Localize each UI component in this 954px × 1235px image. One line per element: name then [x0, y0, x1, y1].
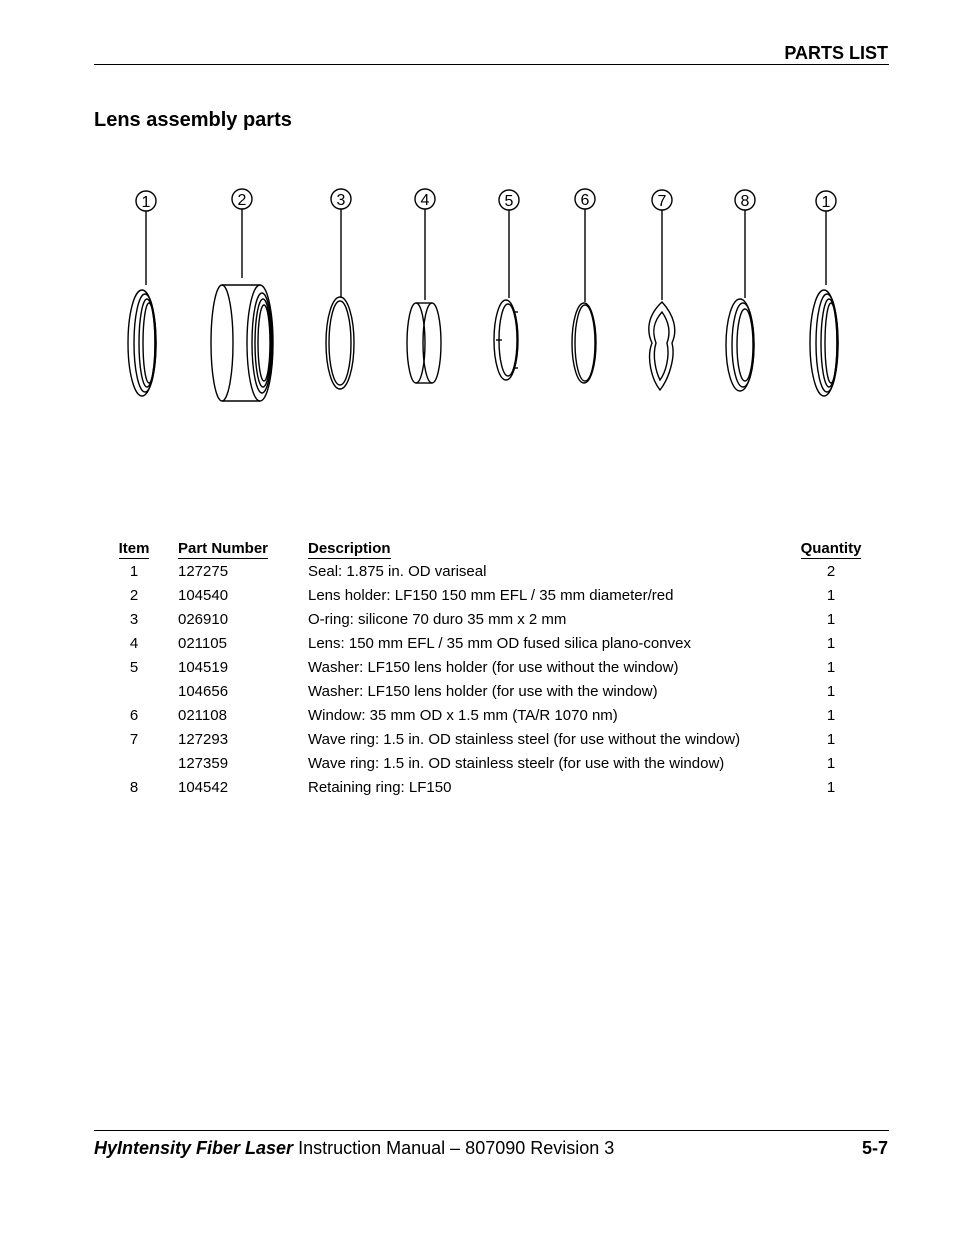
table-row — [110, 656, 870, 680]
cell-item: 3 — [129, 611, 139, 628]
washer-part — [494, 300, 518, 380]
cell-quantity: 1 — [826, 779, 836, 796]
callout-label: 3 — [336, 192, 346, 209]
seal-part-right — [810, 290, 838, 396]
col-header-quantity: Quantity — [800, 540, 862, 557]
callout-8 — [735, 190, 755, 298]
callout-1-right — [816, 191, 836, 285]
cell-description: Wave ring: 1.5 in. OD stainless steel (for use without the window) — [308, 731, 741, 748]
o-ring-part — [326, 297, 354, 389]
page-header-title: PARTS LIST — [784, 43, 888, 63]
callout-label: 1 — [141, 194, 151, 211]
col-header-part-number: Part Number — [178, 540, 269, 557]
cell-item: 6 — [129, 707, 139, 724]
cell-description: O-ring: silicone 70 duro 35 mm x 2 mm — [308, 611, 567, 628]
callout-label: 1 — [821, 194, 831, 211]
callout-7 — [652, 190, 672, 300]
footer-brand: HyIntensity Fiber Laser — [94, 1138, 294, 1158]
cell-part-number: 127275 — [178, 563, 229, 580]
cell-description: Seal: 1.875 in. OD variseal — [308, 563, 487, 580]
table-row — [110, 752, 870, 776]
cell-quantity: 1 — [826, 659, 836, 676]
cell-description: Lens holder: LF150 150 mm EFL / 35 mm diameter/red — [308, 587, 674, 604]
cell-quantity: 1 — [826, 707, 836, 724]
cell-item: 5 — [129, 659, 139, 676]
page-number: 5-7 — [861, 1138, 888, 1158]
cell-quantity: 1 — [826, 683, 836, 700]
lens-part — [407, 303, 441, 383]
callout-4 — [415, 189, 435, 300]
cell-part-number: 104519 — [178, 659, 229, 676]
table-row — [110, 560, 870, 584]
table-row — [110, 776, 870, 800]
cell-description: Wave ring: 1.5 in. OD stainless steelr (for use with the window) — [308, 755, 725, 772]
cell-description: Retaining ring: LF150 — [308, 779, 452, 796]
table-row — [110, 584, 870, 608]
cell-part-number: 104540 — [178, 587, 229, 604]
col-header-description: Description — [308, 540, 391, 557]
table-row — [110, 608, 870, 632]
header-divider — [94, 64, 889, 65]
callout-label: 7 — [657, 193, 667, 210]
cell-item: 1 — [129, 563, 139, 580]
cell-item — [110, 752, 158, 776]
cell-part-number: 021108 — [178, 707, 227, 724]
cell-part-number: 104656 — [178, 683, 229, 700]
col-header-item: Item — [118, 540, 150, 557]
callout-5 — [499, 190, 519, 298]
cell-part-number: 127293 — [178, 731, 229, 748]
cell-part-number: 026910 — [178, 611, 229, 628]
table-row — [110, 632, 870, 656]
table-row — [110, 728, 870, 752]
cell-quantity: 1 — [826, 611, 836, 628]
cell-item — [110, 680, 158, 704]
callout-label: 8 — [740, 193, 750, 210]
cell-quantity: 2 — [826, 563, 836, 580]
callout-label: 6 — [580, 192, 590, 209]
cell-item: 8 — [129, 779, 139, 796]
table-row — [110, 680, 870, 704]
cell-description: Washer: LF150 lens holder (for use with the window) — [308, 683, 658, 700]
cell-quantity: 1 — [826, 587, 836, 604]
table-row — [110, 704, 870, 728]
cell-description: Washer: LF150 lens holder (for use without the window) — [308, 659, 679, 676]
callout-6 — [575, 189, 595, 302]
cell-quantity: 1 — [826, 731, 836, 748]
callout-2 — [232, 189, 252, 278]
callout-3 — [331, 189, 351, 297]
cell-item: 4 — [129, 635, 139, 652]
cell-part-number: 021105 — [178, 635, 227, 652]
lens-assembly-diagram — [100, 180, 860, 420]
seal-part — [128, 290, 156, 396]
cell-quantity: 1 — [826, 635, 836, 652]
callout-label: 2 — [237, 192, 247, 209]
callout-label: 5 — [504, 193, 514, 210]
section-title: Lens assembly parts — [94, 109, 292, 131]
cell-item: 2 — [129, 587, 139, 604]
retaining-ring-part — [726, 299, 754, 391]
table-header-row — [110, 538, 870, 560]
callout-label: 4 — [420, 192, 430, 209]
callout-1 — [136, 191, 156, 285]
wave-ring-part — [649, 302, 675, 390]
cell-quantity: 1 — [826, 755, 836, 772]
cell-item: 7 — [129, 731, 139, 748]
cell-description: Window: 35 mm OD x 1.5 mm (TA/R 1070 nm) — [308, 707, 618, 724]
window-part — [572, 303, 596, 383]
lens-holder-part — [211, 285, 273, 401]
footer-doc-title: Instruction Manual – 807090 Revision 3 — [298, 1138, 615, 1158]
cell-description: Lens: 150 mm EFL / 35 mm OD fused silica plano-convex — [308, 635, 691, 652]
parts-table — [110, 538, 870, 800]
cell-part-number: 104542 — [178, 779, 229, 796]
footer-document-info — [94, 1138, 614, 1159]
cell-part-number: 127359 — [178, 755, 229, 772]
footer-divider — [94, 1130, 889, 1131]
